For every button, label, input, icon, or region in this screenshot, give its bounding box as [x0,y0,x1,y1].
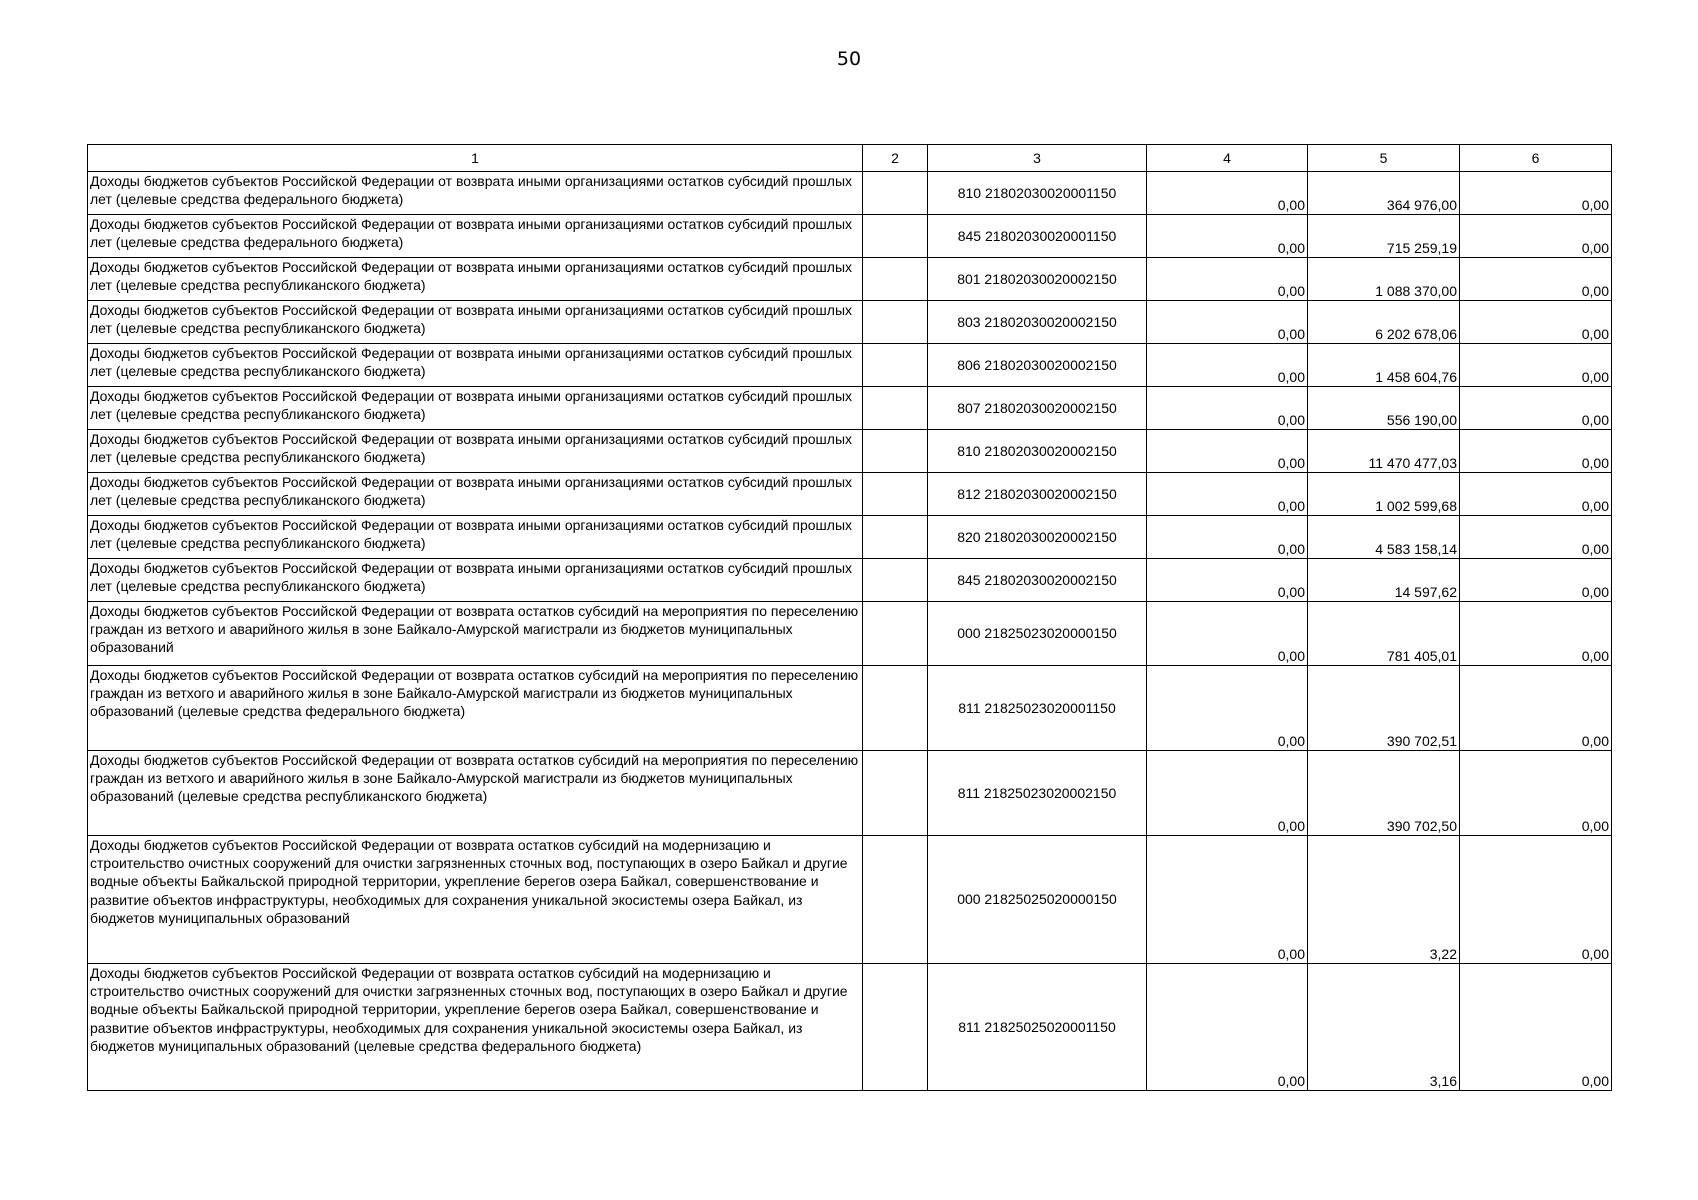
column-header-6: 6 [1460,145,1612,172]
row-description: Доходы бюджетов субъектов Российской Федерации от возврата остатков субсидий на мероприятия по переселению граждан из ветхого и аварийного жилья в зоне Байкало-Амурской магистрали из бюджетов муниципальных образований (целевые средства федерального бюджета) [88,666,863,751]
row-column-4-amount: 0,00 [1147,751,1308,836]
row-column-2 [863,666,928,751]
row-description: Доходы бюджетов субъектов Российской Федерации от возврата остатков субсидий на модернизацию и строительство очистных сооружений для очистки загрязненных сточных вод, поступающих в озеро Байкал и другие водные объекты Байкальской природной территории, укрепление берегов озера Байкал, совершенствование и развитие объектов инфраструктуры, необходимых для сохранения уникальной экосистемы озера Байкал, из бюджетов муниципальных образований [88,836,863,964]
table-row [88,473,1612,516]
row-column-2 [863,172,928,215]
row-budget-code: 803 21802030020002150 [928,301,1147,344]
row-description: Доходы бюджетов субъектов Российской Федерации от возврата иными организациями остатков субсидий прошлых лет (целевые средства республиканского бюджета) [88,430,863,473]
row-column-4-amount: 0,00 [1147,836,1308,964]
row-description: Доходы бюджетов субъектов Российской Федерации от возврата иными организациями остатков субсидий прошлых лет (целевые средства республиканского бюджета) [88,301,863,344]
row-column-5-amount: 556 190,00 [1308,387,1460,430]
row-column-6-amount: 0,00 [1460,473,1612,516]
row-column-4-amount: 0,00 [1147,516,1308,559]
row-column-5-amount: 781 405,01 [1308,602,1460,666]
row-column-2 [863,301,928,344]
budget-revenue-table [87,144,1612,1091]
table-row [88,430,1612,473]
row-description: Доходы бюджетов субъектов Российской Федерации от возврата иными организациями остатков субсидий прошлых лет (целевые средства республиканского бюджета) [88,344,863,387]
row-column-6-amount: 0,00 [1460,344,1612,387]
row-description: Доходы бюджетов субъектов Российской Федерации от возврата остатков субсидий на мероприятия по переселению граждан из ветхого и аварийного жилья в зоне Байкало-Амурской магистрали из бюджетов муниципальных образований (целевые средства республиканского бюджета) [88,751,863,836]
row-column-2 [863,430,928,473]
row-column-6-amount: 0,00 [1460,516,1612,559]
row-column-2 [863,473,928,516]
table-row [88,344,1612,387]
table-body [88,172,1612,1091]
row-column-5-amount: 4 583 158,14 [1308,516,1460,559]
row-description: Доходы бюджетов субъектов Российской Федерации от возврата остатков субсидий на модернизацию и строительство очистных сооружений для очистки загрязненных сточных вод, поступающих в озеро Байкал и другие водные объекты Байкальской природной территории, укрепление берегов озера Байкал, совершенствование и развитие объектов инфраструктуры, необходимых для сохранения уникальной экосистемы озера Байкал, из бюджетов муниципальных образований (целевые средства федерального бюджета) [88,964,863,1091]
row-column-2 [863,387,928,430]
table-row [88,751,1612,836]
table-row [88,387,1612,430]
table-row [88,602,1612,666]
row-column-6-amount: 0,00 [1460,602,1612,666]
row-column-4-amount: 0,00 [1147,258,1308,301]
table-row [88,258,1612,301]
row-column-5-amount: 6 202 678,06 [1308,301,1460,344]
row-budget-code: 811 21825023020001150 [928,666,1147,751]
row-description: Доходы бюджетов субъектов Российской Федерации от возврата иными организациями остатков субсидий прошлых лет (целевые средства республиканского бюджета) [88,473,863,516]
row-column-2 [863,215,928,258]
row-column-6-amount: 0,00 [1460,430,1612,473]
row-budget-code: 820 21802030020002150 [928,516,1147,559]
row-column-4-amount: 0,00 [1147,344,1308,387]
column-header-2: 2 [863,145,928,172]
row-budget-code: 806 21802030020002150 [928,344,1147,387]
row-description: Доходы бюджетов субъектов Российской Федерации от возврата иными организациями остатков субсидий прошлых лет (целевые средства республиканского бюджета) [88,258,863,301]
row-column-5-amount: 390 702,50 [1308,751,1460,836]
row-column-4-amount: 0,00 [1147,559,1308,602]
row-column-2 [863,559,928,602]
column-header-3: 3 [928,145,1147,172]
row-column-5-amount: 364 976,00 [1308,172,1460,215]
row-column-5-amount: 1 002 599,68 [1308,473,1460,516]
row-column-4-amount: 0,00 [1147,473,1308,516]
row-column-5-amount: 1 088 370,00 [1308,258,1460,301]
row-column-5-amount: 1 458 604,76 [1308,344,1460,387]
row-column-6-amount: 0,00 [1460,172,1612,215]
row-description: Доходы бюджетов субъектов Российской Федерации от возврата иными организациями остатков субсидий прошлых лет (целевые средства федерального бюджета) [88,172,863,215]
row-column-4-amount: 0,00 [1147,430,1308,473]
row-column-2 [863,964,928,1091]
row-column-4-amount: 0,00 [1147,215,1308,258]
table-row [88,836,1612,964]
row-column-4-amount: 0,00 [1147,172,1308,215]
row-column-4-amount: 0,00 [1147,301,1308,344]
row-budget-code: 000 21825025020000150 [928,836,1147,964]
row-column-5-amount: 3,16 [1308,964,1460,1091]
row-budget-code: 810 21802030020001150 [928,172,1147,215]
column-header-4: 4 [1147,145,1308,172]
table-row [88,559,1612,602]
row-column-6-amount: 0,00 [1460,559,1612,602]
row-column-4-amount: 0,00 [1147,964,1308,1091]
header-row [88,145,1612,172]
row-column-6-amount: 0,00 [1460,964,1612,1091]
row-column-6-amount: 0,00 [1460,215,1612,258]
row-column-6-amount: 0,00 [1460,301,1612,344]
column-header-5: 5 [1308,145,1460,172]
table-row [88,666,1612,751]
row-column-2 [863,516,928,559]
row-budget-code: 811 21825025020001150 [928,964,1147,1091]
table-row [88,964,1612,1091]
table-row [88,301,1612,344]
row-column-6-amount: 0,00 [1460,836,1612,964]
row-description: Доходы бюджетов субъектов Российской Федерации от возврата иными организациями остатков субсидий прошлых лет (целевые средства республиканского бюджета) [88,516,863,559]
row-column-5-amount: 14 597,62 [1308,559,1460,602]
row-budget-code: 810 21802030020002150 [928,430,1147,473]
row-budget-code: 845 21802030020002150 [928,559,1147,602]
row-column-6-amount: 0,00 [1460,751,1612,836]
row-budget-code: 845 21802030020001150 [928,215,1147,258]
row-column-5-amount: 715 259,19 [1308,215,1460,258]
row-column-2 [863,751,928,836]
row-column-4-amount: 0,00 [1147,602,1308,666]
row-column-5-amount: 11 470 477,03 [1308,430,1460,473]
row-column-5-amount: 3,22 [1308,836,1460,964]
row-column-2 [863,258,928,301]
row-column-4-amount: 0,00 [1147,387,1308,430]
row-budget-code: 801 21802030020002150 [928,258,1147,301]
column-header-1: 1 [88,145,863,172]
row-description: Доходы бюджетов субъектов Российской Федерации от возврата иными организациями остатков субсидий прошлых лет (целевые средства республиканского бюджета) [88,387,863,430]
row-description: Доходы бюджетов субъектов Российской Федерации от возврата остатков субсидий на мероприятия по переселению граждан из ветхого и аварийного жилья в зоне Байкало-Амурской магистрали из бюджетов муниципальных образований [88,602,863,666]
row-budget-code: 811 21825023020002150 [928,751,1147,836]
row-column-2 [863,344,928,387]
table-row [88,215,1612,258]
row-column-6-amount: 0,00 [1460,387,1612,430]
row-budget-code: 000 21825023020000150 [928,602,1147,666]
row-column-6-amount: 0,00 [1460,258,1612,301]
row-budget-code: 807 21802030020002150 [928,387,1147,430]
row-budget-code: 812 21802030020002150 [928,473,1147,516]
table-row [88,172,1612,215]
row-column-5-amount: 390 702,51 [1308,666,1460,751]
row-column-4-amount: 0,00 [1147,666,1308,751]
row-description: Доходы бюджетов субъектов Российской Федерации от возврата иными организациями остатков субсидий прошлых лет (целевые средства федерального бюджета) [88,215,863,258]
page-number: 50 [836,48,862,70]
row-column-2 [863,602,928,666]
table-row [88,516,1612,559]
row-column-2 [863,836,928,964]
row-description: Доходы бюджетов субъектов Российской Федерации от возврата иными организациями остатков субсидий прошлых лет (целевые средства республиканского бюджета) [88,559,863,602]
row-column-6-amount: 0,00 [1460,666,1612,751]
